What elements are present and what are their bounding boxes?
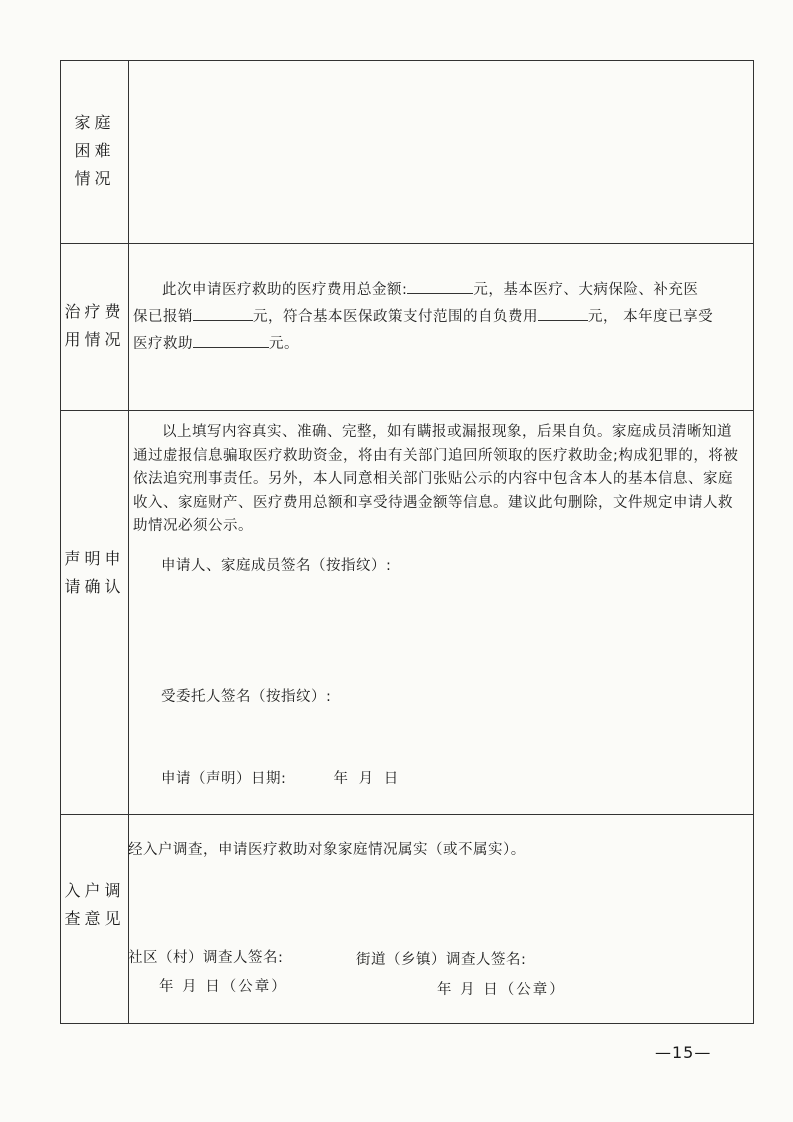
medical-text: 此次申请医疗救助的医疗费用总金额: — [162, 282, 408, 298]
medical-text: 保已报销 — [133, 309, 193, 325]
form-table — [60, 60, 754, 1024]
page-number: —15— — [655, 1043, 712, 1062]
medical-text: 医疗救助 — [133, 336, 193, 352]
declaration-content — [133, 421, 743, 539]
street-date: 年 月 日（公章） — [437, 982, 566, 998]
declaration-paragraph: 以上填写内容真实、准确、完整，如有瞒报或漏报现象，后果自负。家庭成员清晰知道通过虚报信息骗取医疗救助资金，将由有关部门追回所领取的医疗救助金;构成犯罪的，将被依法追究刑事责任。另外，本人同意相关部门张贴公示的内容中包含本人的基本信息、家庭收入、家庭财产、医疗费用总额和享受待遇金额等信息。建议此句删除，文件规定申请人救助情况必须公示。 — [133, 424, 739, 534]
label-declaration — [61, 545, 128, 601]
label-line: 家庭 — [74, 113, 115, 132]
row-family-hardship — [61, 61, 753, 244]
applicant-signature[interactable]: 申请人、家庭成员签名（按指纹）: — [161, 558, 392, 574]
label-line: 查意见 — [64, 909, 125, 928]
date-label: 申请（声明）日期: — [161, 771, 287, 787]
self-pay-blank[interactable] — [538, 304, 588, 321]
community-signature[interactable]: 社区（村）调查人签名: — [128, 950, 284, 966]
received-aid-blank[interactable] — [193, 331, 269, 348]
agent-signature[interactable]: 受委托人签名（按指纹）: — [161, 689, 332, 705]
date-value: 年 月 日 — [333, 771, 402, 787]
street-signature[interactable]: 街道（乡镇）调查人签名: — [356, 952, 527, 968]
medical-text: 元， 本年度已享受 — [588, 309, 714, 325]
declaration-date[interactable] — [161, 767, 743, 792]
label-line: 入户调 — [64, 881, 125, 900]
survey-statement: 经入户调查，申请医疗救助对象家庭情况属实（或不属实）。 — [128, 842, 526, 858]
row-medical-expenses — [61, 244, 753, 411]
reimbursed-blank[interactable] — [193, 304, 253, 321]
total-amount-blank[interactable] — [407, 277, 473, 294]
medical-text: 元，基本医疗、大病保险、补充医 — [473, 282, 699, 298]
family-hardship-field[interactable] — [133, 61, 743, 243]
row-home-survey — [61, 815, 753, 1025]
medical-expenses-text — [133, 277, 743, 358]
label-medical-expenses — [61, 298, 128, 354]
label-line: 声明申 — [64, 549, 125, 568]
label-line: 请确认 — [64, 577, 125, 596]
label-line: 用情况 — [64, 330, 125, 349]
medical-text: 元，符合基本医保政策支付范围的自负费用 — [253, 309, 538, 325]
label-line: 困难 — [74, 141, 115, 160]
row-declaration — [61, 411, 753, 815]
label-home-survey — [61, 877, 128, 933]
label-line: 情况 — [74, 169, 115, 188]
label-family-hardship — [61, 109, 128, 193]
medical-text: 元。 — [269, 336, 299, 352]
label-line: 治疗费 — [64, 302, 125, 321]
community-date: 年 月 日（公章） — [159, 979, 288, 995]
